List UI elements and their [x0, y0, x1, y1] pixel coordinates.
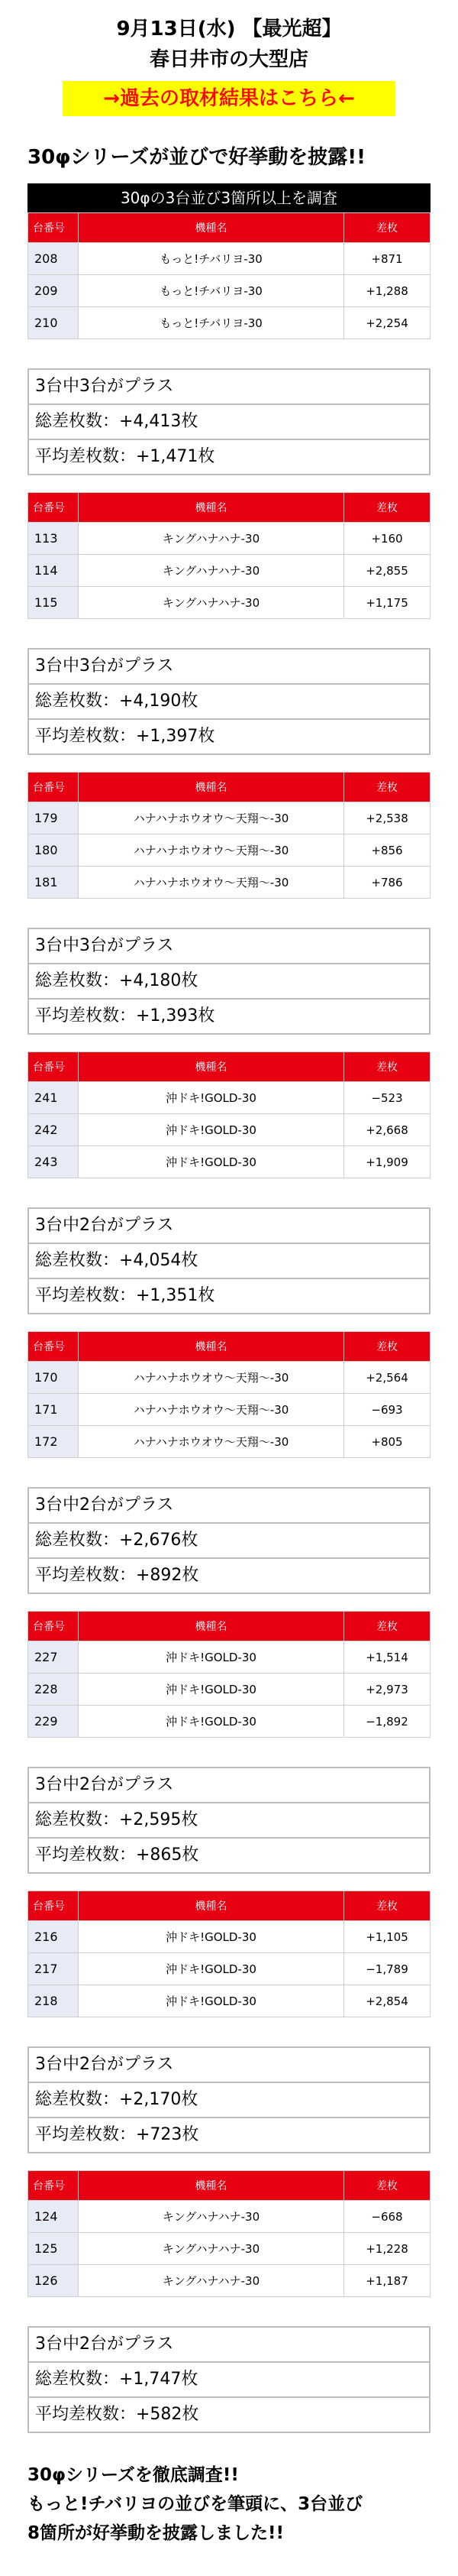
group-summary — [27, 1767, 431, 1874]
table-header-row — [28, 1612, 431, 1641]
machine-name: もっと!チバリヨ-30 — [79, 307, 344, 339]
machine-name: 沖ドキ!GOLD-30 — [79, 1641, 344, 1674]
total-difference: 総差枚数：+4,054枚 — [29, 1243, 429, 1278]
machine-number: 210 — [28, 307, 79, 339]
machine-name: 沖ドキ!GOLD-30 — [79, 1953, 344, 1985]
machine-name: ハナハナホウオウ～天翔～-30 — [79, 1394, 344, 1426]
table-row — [28, 2233, 431, 2265]
machine-number: 229 — [28, 1706, 79, 1738]
machine-group — [0, 1891, 458, 2153]
machine-name: 沖ドキ!GOLD-30 — [79, 1985, 344, 2017]
footer-text — [27, 2461, 458, 2548]
header-machine-number: 台番号 — [28, 1052, 79, 1082]
difference-value: +871 — [344, 243, 431, 275]
machine-group — [0, 2170, 458, 2433]
machine-number: 209 — [28, 275, 79, 307]
difference-value: +1,175 — [344, 587, 431, 619]
average-difference: 平均差枚数：+1,471枚 — [29, 439, 429, 474]
machine-name: キングハナハナ-30 — [79, 2201, 344, 2233]
average-difference: 平均差枚数：+723枚 — [29, 2117, 429, 2152]
machine-name: 沖ドキ!GOLD-30 — [79, 1146, 344, 1178]
machine-number: 113 — [28, 523, 79, 555]
difference-value: +2,564 — [344, 1362, 431, 1394]
machine-number: 170 — [28, 1362, 79, 1394]
header-machine-name: 機種名 — [79, 2171, 344, 2201]
total-difference: 総差枚数：+2,170枚 — [29, 2082, 429, 2117]
average-difference: 平均差枚数：+1,393枚 — [29, 998, 429, 1033]
machine-group — [0, 1331, 458, 1594]
group-summary — [27, 2046, 431, 2153]
table-row — [28, 275, 431, 307]
header-machine-name: 機種名 — [79, 1332, 344, 1362]
plus-count: 3台中2台がプラス — [35, 1495, 174, 1515]
table-row — [28, 1394, 431, 1426]
section-title-bar: 30φの3台並び3箇所以上を調査 — [27, 183, 431, 212]
group-summary — [27, 2326, 431, 2433]
intro-heading: 30φシリーズが並びで好挙動を披露!! — [27, 146, 366, 169]
table-row — [28, 555, 431, 587]
table-row — [28, 867, 431, 899]
difference-value: +1,105 — [344, 1921, 431, 1953]
header-machine-name: 機種名 — [79, 213, 344, 243]
machine-table — [27, 1891, 431, 2017]
machine-number: 242 — [28, 1114, 79, 1146]
average-difference: 平均差枚数：+582枚 — [29, 2396, 429, 2432]
machine-name: キングハナハナ-30 — [79, 555, 344, 587]
difference-value: −668 — [344, 2201, 431, 2233]
total-difference: 総差枚数：+2,676枚 — [29, 1522, 429, 1557]
table-row — [28, 1641, 431, 1674]
table-row — [28, 2201, 431, 2233]
header-difference: 差枚 — [344, 1891, 431, 1921]
machine-table — [27, 1331, 431, 1458]
header-machine-name: 機種名 — [79, 1052, 344, 1082]
header-difference: 差枚 — [344, 493, 431, 523]
average-difference: 平均差枚数：+865枚 — [29, 1837, 429, 1872]
table-row — [28, 834, 431, 867]
machine-number: 125 — [28, 2233, 79, 2265]
header-difference: 差枚 — [344, 1052, 431, 1082]
machine-number: 228 — [28, 1674, 79, 1706]
date-title: 9月13日(水) 【最光超】 — [116, 18, 342, 41]
footer-line: もっと!チバリヨの並びを筆頭に、3台並び — [27, 2494, 363, 2514]
machine-number: 227 — [28, 1641, 79, 1674]
difference-value: −1,892 — [344, 1706, 431, 1738]
header-machine-number: 台番号 — [28, 773, 79, 802]
difference-value: +805 — [344, 1426, 431, 1458]
machine-table — [27, 1051, 431, 1178]
machine-number: 179 — [28, 802, 79, 834]
plus-count: 3台中2台がプラス — [35, 2055, 174, 2074]
machine-group — [0, 212, 458, 475]
difference-value: −523 — [344, 1082, 431, 1114]
machine-number: 218 — [28, 1985, 79, 2017]
group-summary — [27, 928, 431, 1035]
header-machine-number: 台番号 — [28, 1891, 79, 1921]
machine-name: 沖ドキ!GOLD-30 — [79, 1082, 344, 1114]
total-difference: 総差枚数：+2,595枚 — [29, 1802, 429, 1837]
table-row — [28, 1146, 431, 1178]
machine-number: 114 — [28, 555, 79, 587]
table-row — [28, 1674, 431, 1706]
table-row — [28, 1706, 431, 1738]
machine-number: 208 — [28, 243, 79, 275]
group-summary — [27, 1487, 431, 1594]
machine-table — [27, 1611, 431, 1738]
machine-name: ハナハナホウオウ～天翔～-30 — [79, 834, 344, 867]
machine-number: 180 — [28, 834, 79, 867]
table-row — [28, 523, 431, 555]
header-difference: 差枚 — [344, 1612, 431, 1641]
table-header-row — [28, 1332, 431, 1362]
difference-value: +2,854 — [344, 1985, 431, 2017]
table-row — [28, 1114, 431, 1146]
machine-number: 171 — [28, 1394, 79, 1426]
machine-name: ハナハナホウオウ～天翔～-30 — [79, 802, 344, 834]
machine-number: 124 — [28, 2201, 79, 2233]
difference-value: +160 — [344, 523, 431, 555]
header-difference: 差枚 — [344, 213, 431, 243]
difference-value: −693 — [344, 1394, 431, 1426]
header-difference: 差枚 — [344, 1332, 431, 1362]
total-difference: 総差枚数：+4,180枚 — [29, 963, 429, 998]
machine-name: ハナハナホウオウ～天翔～-30 — [79, 1426, 344, 1458]
table-row — [28, 307, 431, 339]
table-header-row — [28, 2171, 431, 2201]
header-machine-name: 機種名 — [79, 1891, 344, 1921]
difference-value: +2,538 — [344, 802, 431, 834]
store-title: 春日井市の大型店 — [149, 48, 308, 71]
difference-value: +1,909 — [344, 1146, 431, 1178]
machine-name: キングハナハナ-30 — [79, 2265, 344, 2297]
table-row — [28, 802, 431, 834]
machine-name: キングハナハナ-30 — [79, 587, 344, 619]
table-row — [28, 1426, 431, 1458]
table-row — [28, 1921, 431, 1953]
table-header-row — [28, 1052, 431, 1082]
header-machine-number: 台番号 — [28, 2171, 79, 2201]
difference-value: −1,789 — [344, 1953, 431, 1985]
difference-value: +2,855 — [344, 555, 431, 587]
footer-line: 8箇所が好挙動を披露しました!! — [27, 2523, 284, 2543]
average-difference: 平均差枚数：+1,351枚 — [29, 1278, 429, 1313]
machine-name: 沖ドキ!GOLD-30 — [79, 1921, 344, 1953]
table-header-row — [28, 213, 431, 243]
machine-group — [0, 492, 458, 755]
past-results-link[interactable]: →過去の取材結果はこちら← — [63, 81, 395, 116]
plus-count: 3台中3台がプラス — [35, 656, 174, 676]
group-summary — [27, 648, 431, 755]
header-machine-name: 機種名 — [79, 773, 344, 802]
table-row — [28, 1362, 431, 1394]
machine-number: 181 — [28, 867, 79, 899]
machine-name: キングハナハナ-30 — [79, 523, 344, 555]
machine-number: 217 — [28, 1953, 79, 1985]
machine-number: 115 — [28, 587, 79, 619]
average-difference: 平均差枚数：+1,397枚 — [29, 718, 429, 753]
header-machine-number: 台番号 — [28, 493, 79, 523]
machine-name: もっと!チバリヨ-30 — [79, 243, 344, 275]
machine-name: ハナハナホウオウ～天翔～-30 — [79, 867, 344, 899]
table-row — [28, 2265, 431, 2297]
table-header-row — [28, 773, 431, 802]
footer-line: 30φシリーズを徹底調査!! — [27, 2465, 239, 2485]
machine-group — [0, 772, 458, 1035]
machine-name: もっと!チバリヨ-30 — [79, 275, 344, 307]
machine-number: 243 — [28, 1146, 79, 1178]
machine-table — [27, 2170, 431, 2297]
table-row — [28, 243, 431, 275]
machine-number: 241 — [28, 1082, 79, 1114]
difference-value: +1,228 — [344, 2233, 431, 2265]
table-row — [28, 1985, 431, 2017]
machine-table — [27, 772, 431, 899]
header-difference: 差枚 — [344, 2171, 431, 2201]
table-header-row — [28, 493, 431, 523]
total-difference: 総差枚数：+4,413枚 — [29, 403, 429, 439]
machine-number: 216 — [28, 1921, 79, 1953]
header-machine-name: 機種名 — [79, 493, 344, 523]
machine-groups — [0, 212, 458, 2433]
machine-name: ハナハナホウオウ～天翔～-30 — [79, 1362, 344, 1394]
header-difference: 差枚 — [344, 773, 431, 802]
header-machine-number: 台番号 — [28, 1612, 79, 1641]
difference-value: +2,973 — [344, 1674, 431, 1706]
plus-count: 3台中2台がプラス — [35, 1216, 174, 1235]
plus-count: 3台中3台がプラス — [35, 377, 174, 396]
machine-table — [27, 492, 431, 619]
table-row — [28, 1082, 431, 1114]
machine-group — [0, 1051, 458, 1314]
machine-name: キングハナハナ-30 — [79, 2233, 344, 2265]
average-difference: 平均差枚数：+892枚 — [29, 1557, 429, 1593]
group-summary — [27, 1207, 431, 1314]
difference-value: +1,187 — [344, 2265, 431, 2297]
table-header-row — [28, 1891, 431, 1921]
header-machine-number: 台番号 — [28, 1332, 79, 1362]
machine-group — [0, 1611, 458, 1874]
difference-value: +1,288 — [344, 275, 431, 307]
plus-count: 3台中2台がプラス — [35, 2335, 174, 2354]
header-machine-name: 機種名 — [79, 1612, 344, 1641]
difference-value: +2,254 — [344, 307, 431, 339]
group-summary — [27, 368, 431, 475]
plus-count: 3台中2台がプラス — [35, 1775, 174, 1794]
machine-name: 沖ドキ!GOLD-30 — [79, 1706, 344, 1738]
machine-name: 沖ドキ!GOLD-30 — [79, 1114, 344, 1146]
difference-value: +1,514 — [344, 1641, 431, 1674]
total-difference: 総差枚数：+1,747枚 — [29, 2361, 429, 2396]
table-row — [28, 1953, 431, 1985]
machine-name: 沖ドキ!GOLD-30 — [79, 1674, 344, 1706]
table-row — [28, 587, 431, 619]
plus-count: 3台中3台がプラス — [35, 936, 174, 955]
header-machine-number: 台番号 — [28, 213, 79, 243]
difference-value: +2,668 — [344, 1114, 431, 1146]
machine-table — [27, 212, 431, 339]
machine-number: 126 — [28, 2265, 79, 2297]
difference-value: +786 — [344, 867, 431, 899]
total-difference: 総差枚数：+4,190枚 — [29, 683, 429, 718]
difference-value: +856 — [344, 834, 431, 867]
machine-number: 172 — [28, 1426, 79, 1458]
